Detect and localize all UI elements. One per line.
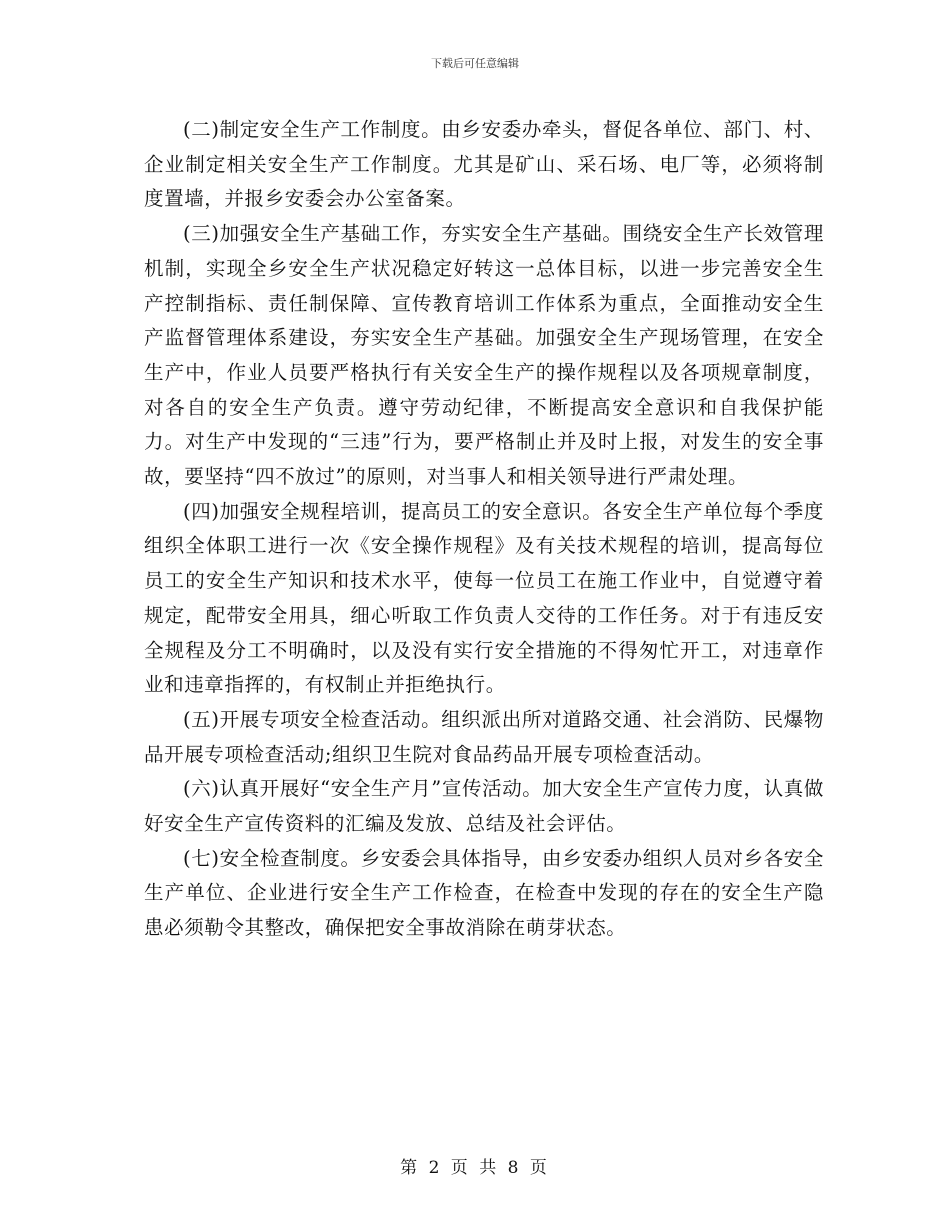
paragraph-6: (六)认真开展好“安全生产月”宣传活动。加大安全生产宣传力度，认真做好安全生产宣传资料的汇编及发放、总结及社会评估。 xyxy=(144,777,824,836)
document-body xyxy=(144,113,824,946)
page-number-footer: 第 2 页 共 8 页 xyxy=(400,1158,550,1178)
paragraph-3: (三)加强安全生产基础工作，夯实安全生产基础。围绕安全生产长效管理机制，实现全乡安全生产状况稳定好转这一总体目标，以进一步完善安全生产控制指标、责任制保障、宣传教育培训工作体系为重点，全面推动安全生产监督管理体系建设，夯实安全生产基础。加强安全生产现场管理，在安全生产中，作业人员要严格执行有关安全生产的操作规程以及各项规章制度，对各自的安全生产负责。遵守劳动纪律，不断提高安全意识和自我保护能力。对生产中发现的“三违”行为，要严格制止并及时上报，对发生的安全事故，要坚持“四不放过”的原则，对当事人和相关领导进行严肃处理。 xyxy=(144,222,824,489)
paragraph-7: (七)安全检查制度。乡安委会具体指导，由乡安委办组织人员对乡各安全生产单位、企业进行安全生产工作检查，在检查中发现的存在的安全生产隐患必须勒令其整改，确保把安全事故消除在萌芽状态。 xyxy=(144,846,824,940)
paragraph-5: (五)开展专项安全检查活动。组织派出所对道路交通、社会消防、民爆物品开展专项检查活动;组织卫生院对食品药品开展专项检查活动。 xyxy=(144,707,824,766)
paragraph-2: (二)制定安全生产工作制度。由乡安委办牵头，督促各单位、部门、村、企业制定相关安全生产工作制度。尤其是矿山、采石场、电厂等，必须将制度置墙，并报乡安委会办公室备案。 xyxy=(144,118,824,211)
paragraph-4: (四)加强安全规程培训，提高员工的安全意识。各安全生产单位每个季度组织全体职工进行一次《安全操作规程》及有关技术规程的培训，提高每位员工的安全生产知识和技术水平，使每一位员工在施工作业中，自觉遵守着规定，配带安全用具，细心听取工作负责人交待的工作任务。对于有违反安全规程及分工不明确时，以及没有实行安全措施的不得匆忙开工，对违章作业和违章指挥的，有权制止并拒绝执行。 xyxy=(144,499,824,697)
page-header: 下载后可任意编辑 xyxy=(431,57,519,70)
